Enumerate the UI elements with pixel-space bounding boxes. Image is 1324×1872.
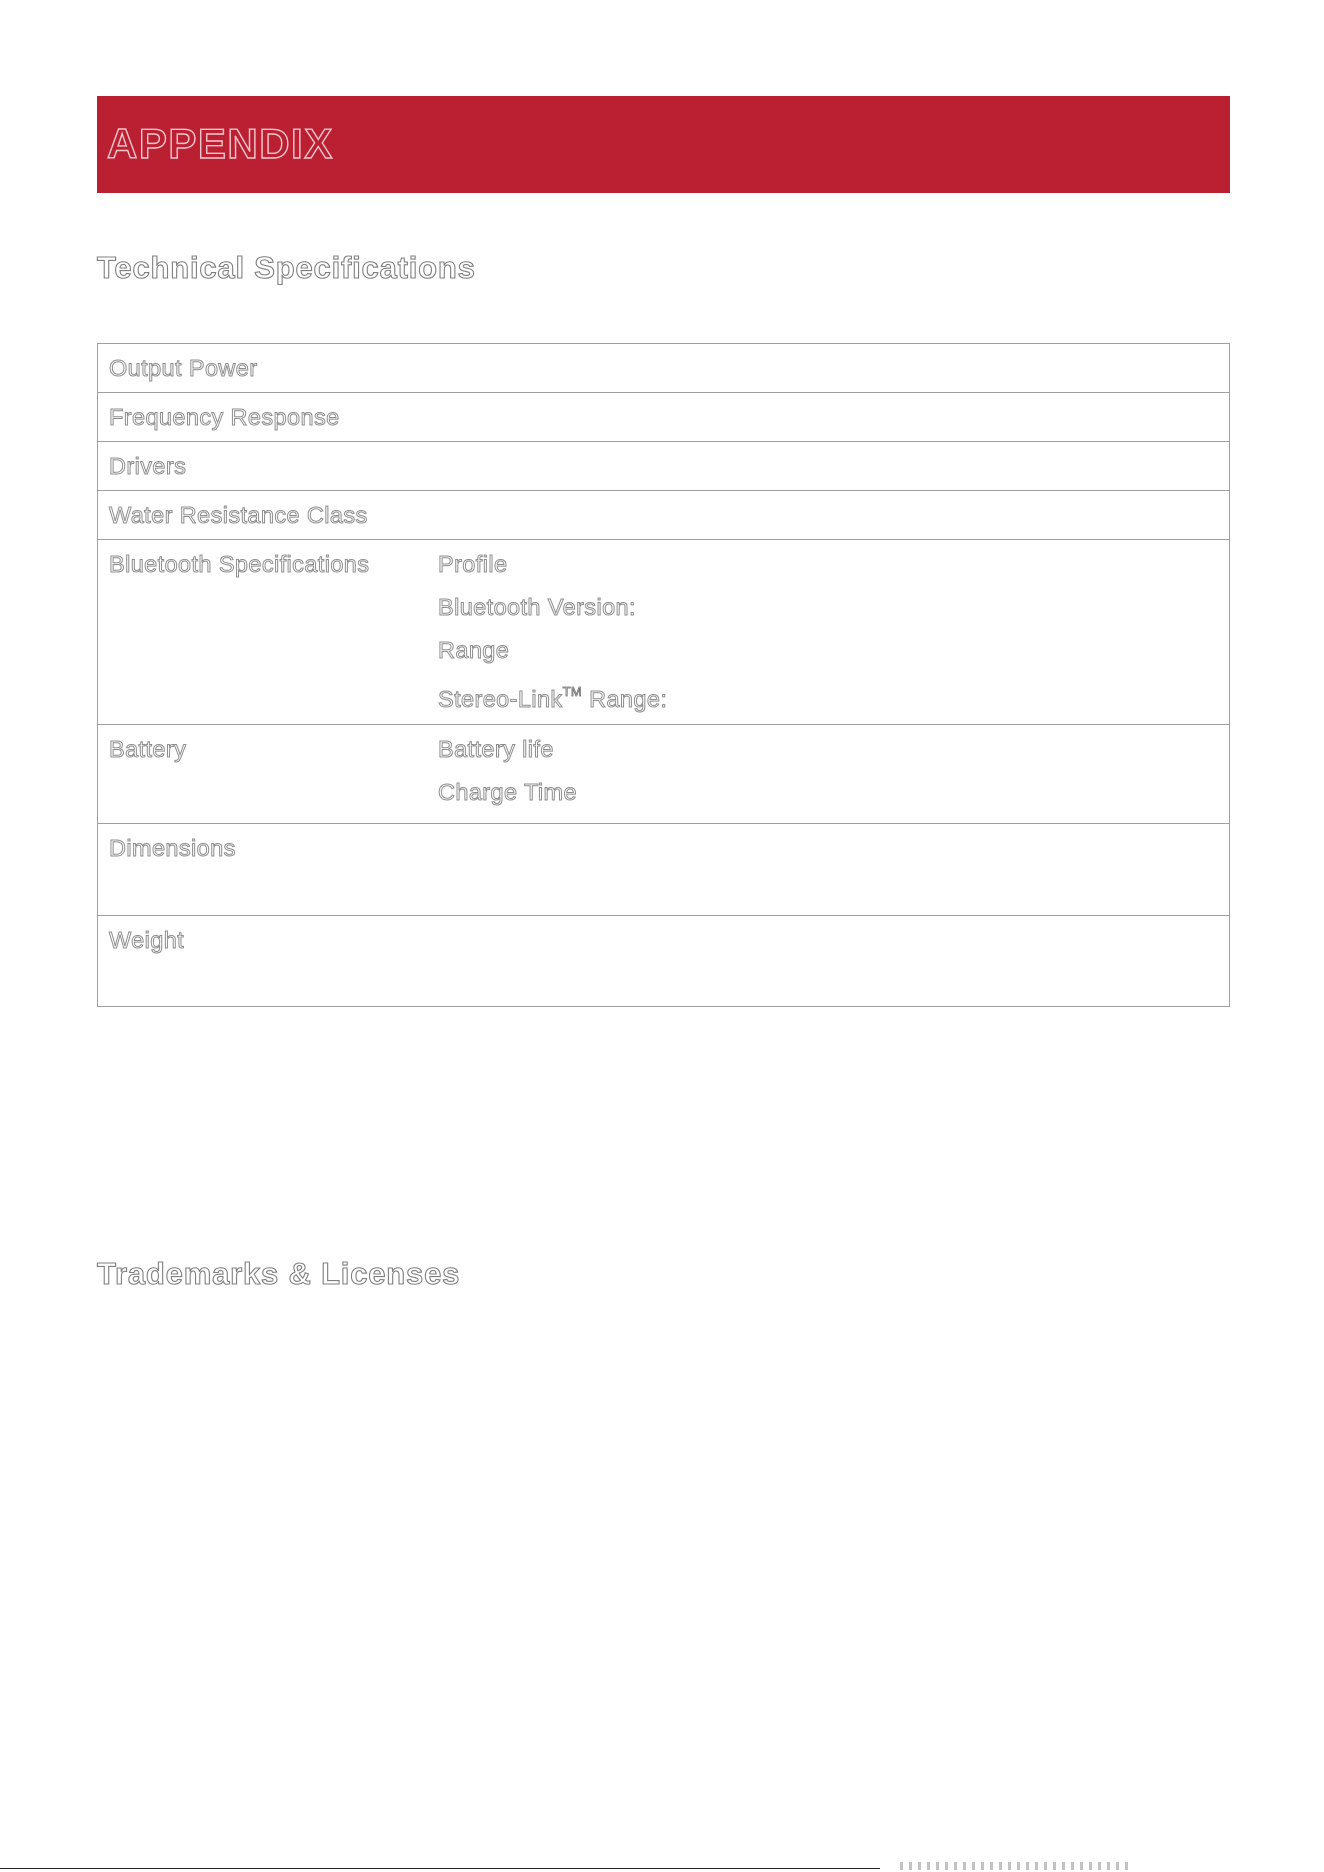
- spec-value-cell: [438, 725, 1230, 824]
- spec-water-resistance-label: Water Resistance Class: [109, 502, 368, 528]
- footer-divider: [0, 1868, 880, 1869]
- spec-value-cell: [438, 540, 1230, 725]
- stereo-link-suffix: Range:: [582, 685, 668, 712]
- spec-value-cell: [438, 824, 1230, 916]
- trademark-superscript: TM: [562, 684, 583, 699]
- bluetooth-version-label: Bluetooth Version:: [438, 594, 636, 620]
- bluetooth-sub-list: [438, 540, 1229, 724]
- table-row: [98, 393, 1230, 442]
- table-row: [98, 916, 1230, 1007]
- spec-label-cell: [98, 393, 439, 442]
- table-row: [98, 442, 1230, 491]
- trademarks-licenses-heading: Trademarks & Licenses: [97, 1256, 461, 1291]
- footer-mark: [900, 1862, 1130, 1870]
- spec-value-cell: [438, 916, 1230, 1007]
- charge-time-label: Charge Time: [438, 779, 577, 805]
- bluetooth-profile-label: Profile: [438, 551, 508, 577]
- bluetooth-range-label: Range: [438, 637, 510, 663]
- table-row: [98, 824, 1230, 916]
- spec-label-cell: [98, 916, 439, 1007]
- spec-dimensions-label: Dimensions: [109, 835, 236, 861]
- spec-output-power-label: Output Power: [109, 355, 258, 381]
- battery-sub-list: [438, 725, 1229, 823]
- specs-table: [97, 343, 1230, 1007]
- table-row: [98, 491, 1230, 540]
- spec-weight-label: Weight: [109, 927, 185, 953]
- spec-label-cell: [98, 442, 439, 491]
- spec-bluetooth-label: Bluetooth Specifications: [109, 551, 370, 577]
- table-row: [98, 344, 1230, 393]
- spec-label-cell: [98, 491, 439, 540]
- spec-value-cell: [438, 344, 1230, 393]
- spec-label-cell: [98, 725, 439, 824]
- spec-label-cell: [98, 540, 439, 725]
- spec-battery-label: Battery: [109, 736, 187, 762]
- battery-life-label: Battery life: [438, 736, 554, 762]
- stereo-link-prefix: Stereo-Link: [438, 685, 563, 712]
- table-row: [98, 540, 1230, 725]
- spec-label-cell: [98, 824, 439, 916]
- spec-value-cell: [438, 393, 1230, 442]
- table-row: [98, 725, 1230, 824]
- spec-frequency-response-label: Frequency Response: [109, 404, 340, 430]
- spec-drivers-label: Drivers: [109, 453, 187, 479]
- spec-label-cell: [98, 344, 439, 393]
- appendix-title: APPENDIX: [107, 120, 334, 167]
- stereo-link-range-label: [438, 681, 1229, 724]
- spec-value-cell: [438, 491, 1230, 540]
- spec-value-cell: [438, 442, 1230, 491]
- appendix-header-band: [97, 96, 1230, 193]
- technical-specifications-heading: Technical Specifications: [97, 250, 476, 285]
